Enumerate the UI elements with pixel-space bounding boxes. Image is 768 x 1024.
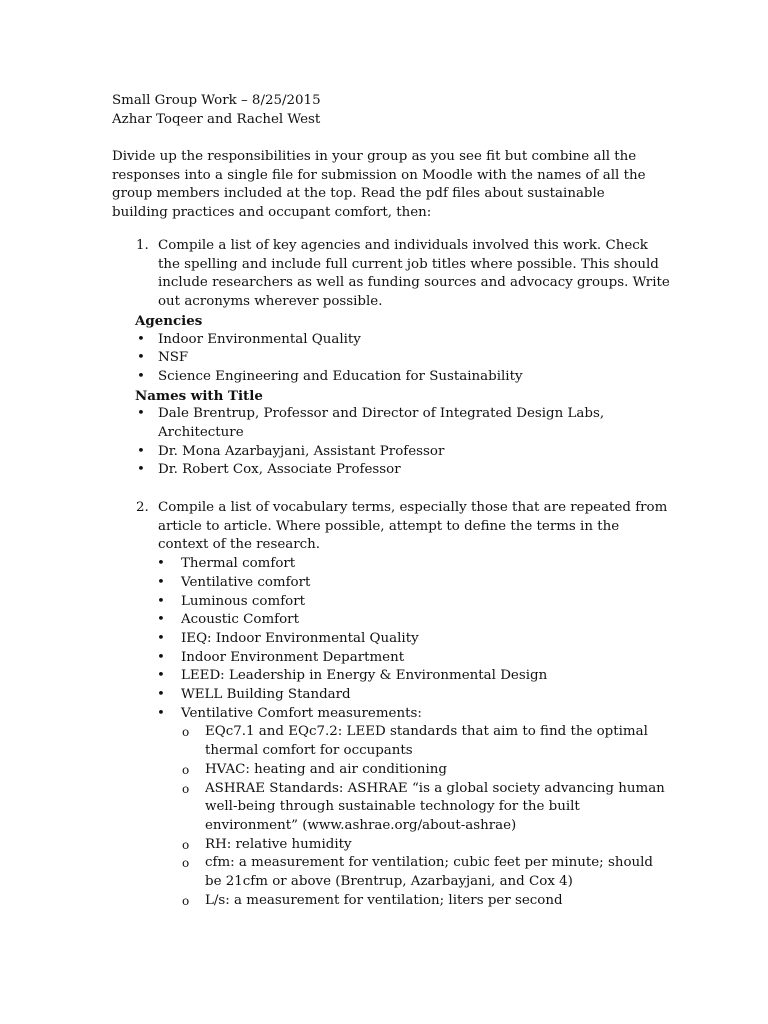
subterm-text: EQc7.1 and EQc7.2: LEED standards that aim to find the optimal thermal comfort for occupants: [205, 724, 648, 759]
task-1-row: [112, 237, 672, 312]
term-list-item: [112, 574, 672, 593]
instructions-paragraph: Divide up the responsibilities in your group as you see fit but combine all the responses into a single file for submission on Moodle with the names of all the group members included at the top. Read the pdf files about sustainable building practices and occupant comfort, then:: [112, 149, 646, 221]
agency-name: NSF: [158, 350, 189, 366]
hollow-bullet-icon: o: [182, 856, 190, 871]
subterm-text: cfm: a measurement for ventilation; cubic feet per minute; should be 21cfm or above (Brentrup, Azarbayjani, and Cox 4): [205, 855, 653, 890]
subterm-list-item: [112, 761, 672, 780]
term-list-item: [112, 667, 672, 686]
bullet-icon: •: [137, 406, 145, 422]
subterm-text: L/s: a measurement for ventilation; liters per second: [205, 892, 563, 908]
bullet-icon: •: [137, 368, 145, 384]
agencies-heading: Agencies: [135, 312, 203, 329]
hollow-bullet-icon: o: [182, 893, 190, 908]
bullet-icon: •: [157, 593, 165, 609]
bullet-icon: •: [157, 705, 165, 721]
agency-list-item: [112, 368, 672, 387]
subterm-text: ASHRAE Standards: ASHRAE “is a global society advancing human well-being through sustainable technology for the built environment” (www.ashrae.org/about-ashrae): [205, 780, 665, 833]
term-text: Ventilative Comfort measurements:: [181, 705, 422, 721]
task-item-2: [112, 499, 672, 910]
person-name-title: Dale Brentrup, Professor and Director of Integrated Design Labs, Architecture: [158, 406, 605, 441]
bullet-icon: •: [157, 556, 165, 572]
term-text: Indoor Environment Department: [181, 649, 405, 665]
person-name-title: Dr. Mona Azarbayjani, Assistant Professor: [158, 443, 445, 459]
person-name-title: Dr. Robert Cox, Associate Professor: [158, 462, 401, 478]
document-authors: Azhar Toqeer and Rachel West: [112, 111, 321, 127]
term-text: Acoustic Comfort: [181, 612, 299, 628]
term-list-item: [112, 630, 672, 649]
hollow-bullet-icon: o: [182, 762, 190, 777]
names-heading: Names with Title: [135, 387, 263, 404]
document-header: [112, 92, 672, 129]
agency-list-item: [112, 331, 672, 350]
task-item-1: [112, 237, 672, 480]
subterm-text: HVAC: heating and air conditioning: [205, 761, 447, 777]
term-list-item: [112, 555, 672, 574]
person-list-item: [112, 405, 672, 442]
task-2-text: Compile a list of vocabulary terms, especially those that are repeated from article to article. Where possible, attempt to define the terms in the context of the research.: [158, 500, 668, 553]
term-list-item: [112, 593, 672, 612]
bullet-icon: •: [157, 612, 165, 628]
document-title: Small Group Work – 8/25/2015: [112, 93, 321, 108]
task-2-number: 2.: [136, 500, 149, 515]
term-list-item: [112, 611, 672, 630]
person-list-item: [112, 443, 672, 462]
subterm-list-item: [112, 854, 672, 891]
subterm-list-item: [112, 836, 672, 855]
bullet-icon: •: [157, 574, 165, 590]
agency-list-item: [112, 349, 672, 368]
term-text: WELL Building Standard: [181, 687, 351, 703]
bullet-icon: •: [137, 443, 145, 459]
bullet-icon: •: [157, 668, 165, 684]
agency-name: Science Engineering and Education for Sustainability: [158, 368, 523, 384]
term-text: Thermal comfort: [181, 556, 296, 572]
term-text: IEQ: Indoor Environmental Quality: [181, 630, 419, 646]
hollow-bullet-icon: o: [182, 725, 190, 740]
term-list-item: [112, 686, 672, 705]
bullet-icon: •: [137, 462, 145, 478]
bullet-icon: •: [137, 350, 145, 366]
agency-name: Indoor Environmental Quality: [158, 331, 361, 347]
subterm-list-item: [112, 723, 672, 760]
term-text: Luminous comfort: [181, 593, 305, 609]
term-list-item: [112, 705, 672, 724]
bullet-icon: •: [157, 630, 165, 646]
task-1-text: Compile a list of key agencies and individuals involved this work. Check the spelling and include full current job titles where possible. This should include researchers as well as funding sources and advocacy groups. Write out acronyms wherever possible.: [158, 238, 670, 310]
bullet-icon: •: [157, 649, 165, 665]
bullet-icon: •: [157, 687, 165, 703]
person-list-item: [112, 461, 672, 480]
term-list-item: [112, 649, 672, 668]
hollow-bullet-icon: o: [182, 837, 190, 852]
task-1-number: 1.: [136, 238, 149, 253]
bullet-icon: •: [137, 331, 145, 347]
task-2-row: [112, 499, 672, 555]
term-text: Ventilative comfort: [181, 574, 311, 590]
hollow-bullet-icon: o: [182, 781, 190, 796]
subterm-list-item: [112, 780, 672, 836]
subterm-text: RH: relative humidity: [205, 836, 352, 852]
term-text: LEED: Leadership in Energy & Environmental Design: [181, 668, 548, 684]
subterm-list-item: [112, 892, 672, 911]
